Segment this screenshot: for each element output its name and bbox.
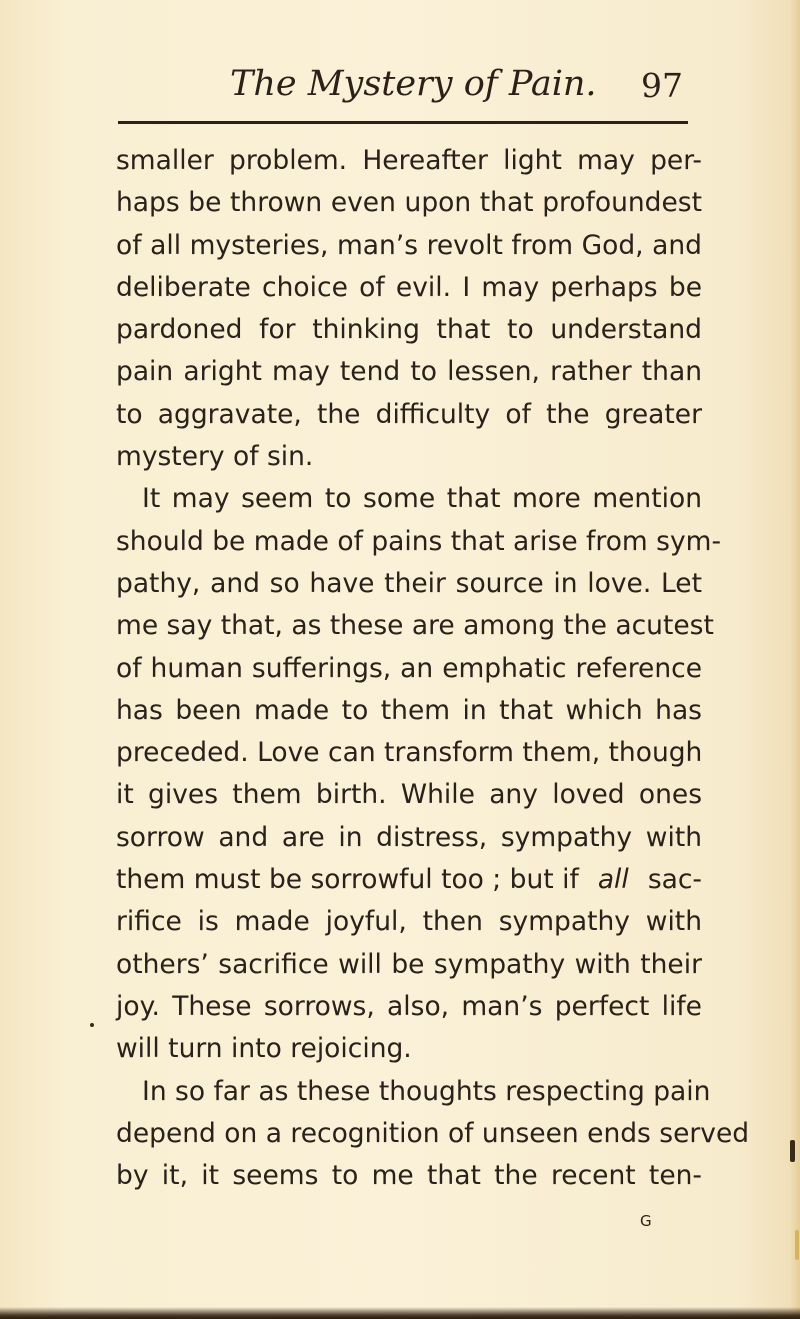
paper-speck [90,1023,94,1027]
text-line: pathy, and so have their source in love. Let [116,567,702,599]
text-line: mystery of sin. [116,441,314,473]
text-line: of human sufferings, an emphatic reference [116,652,702,684]
running-title: The Mystery of Pain. [230,64,597,104]
paper-speck [795,1230,799,1260]
text-line: sorrow and are in distress, sympathy with [116,821,702,853]
text-segment: them must be sorrowful too ; but if [116,864,579,896]
text-line: rifice is made joyful, then sympathy with [116,906,702,938]
text-line: to aggravate, the difficulty of the greater [116,398,702,430]
text-line: joy. These sorrows, also, man’s perfect life [116,990,702,1022]
text-line-with-emphasis [116,859,702,901]
text-segment: sac- [647,864,702,896]
signature-mark: G [640,1212,652,1230]
text-line: of all mysteries, man’s revolt from God, and [116,229,702,261]
text-line: by it, it seems to me that the recent ten- [116,1160,702,1192]
text-line: me say that, as these are among the acutest [116,610,714,642]
text-line: preceded. Love can transform them, though [116,737,703,769]
text-line: smaller problem. Hereafter light may per- [116,145,702,176]
paper-speck [790,1140,795,1162]
text-line: pain aright may tend to lessen, rather than [116,356,702,388]
text-line: depend on a recognition of unseen ends served [116,1117,750,1149]
page-bottom-shadow [0,1307,800,1319]
text-line: In so far as these thoughts respecting pain [142,1075,711,1107]
text-line: others’ sacrifice will be sympathy with their [116,948,702,980]
emphasis-all: all [597,864,629,896]
text-line: haps be thrown even upon that profoundest [116,187,702,219]
page-edge-shadow [790,0,800,1319]
running-header [118,58,693,110]
text-line: has been made to them in that which has [116,694,702,726]
text-line: pardoned for thinking that to understand [116,314,702,346]
header-rule [118,121,688,124]
text-line: should be made of pains that arise from sym- [116,525,722,557]
page-number: 97 [641,66,683,105]
text-line: it gives them birth. While any loved ones [116,779,702,811]
text-line: It may seem to some that more mention [142,483,702,515]
text-line: deliberate choice of evil. I may perhaps be [116,271,702,303]
text-line: will turn into rejoicing. [116,1033,412,1065]
body-text [116,140,750,1197]
